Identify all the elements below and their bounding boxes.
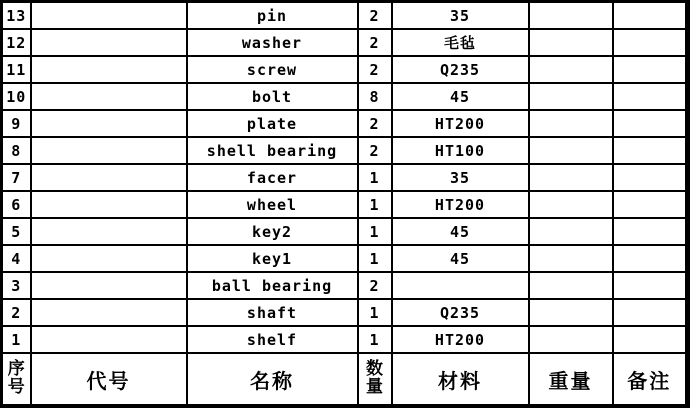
weight-cell (529, 164, 613, 191)
header-material: 材料 (392, 353, 529, 407)
material-cell: 45 (392, 218, 529, 245)
material-cell (392, 272, 529, 299)
name-cell: key2 (187, 218, 358, 245)
material-cell: Q235 (392, 56, 529, 83)
remarks-cell (613, 326, 688, 353)
material-cell: HT200 (392, 110, 529, 137)
table-row (2, 245, 688, 272)
code-cell (31, 299, 187, 326)
remarks-cell (613, 29, 688, 56)
qty-cell: 1 (358, 191, 392, 218)
material-cell: 35 (392, 2, 529, 30)
table-row (2, 218, 688, 245)
weight-cell (529, 137, 613, 164)
seq-cell: 8 (2, 137, 31, 164)
name-cell: washer (187, 29, 358, 56)
name-cell: shelf (187, 326, 358, 353)
material-cell: HT100 (392, 137, 529, 164)
code-cell (31, 110, 187, 137)
remarks-cell (613, 2, 688, 30)
table-row (2, 83, 688, 110)
code-cell (31, 218, 187, 245)
qty-cell: 2 (358, 56, 392, 83)
code-cell (31, 164, 187, 191)
table-header-row (2, 353, 688, 407)
seq-cell: 6 (2, 191, 31, 218)
remarks-cell (613, 218, 688, 245)
material-cell: Q235 (392, 299, 529, 326)
code-cell (31, 83, 187, 110)
weight-cell (529, 326, 613, 353)
material-cell: 45 (392, 245, 529, 272)
qty-cell: 2 (358, 272, 392, 299)
header-code: 代号 (31, 353, 187, 407)
qty-cell: 2 (358, 29, 392, 56)
weight-cell (529, 29, 613, 56)
table-row (2, 2, 688, 30)
seq-cell: 11 (2, 56, 31, 83)
header-name: 名称 (187, 353, 358, 407)
remarks-cell (613, 164, 688, 191)
qty-cell: 1 (358, 326, 392, 353)
qty-cell: 1 (358, 299, 392, 326)
qty-cell: 8 (358, 83, 392, 110)
name-cell: shell bearing (187, 137, 358, 164)
table-row (2, 29, 688, 56)
code-cell (31, 272, 187, 299)
weight-cell (529, 56, 613, 83)
table-row (2, 56, 688, 83)
name-cell: pin (187, 2, 358, 30)
remarks-cell (613, 299, 688, 326)
header-weight: 重量 (529, 353, 613, 407)
qty-cell: 2 (358, 2, 392, 30)
remarks-cell (613, 110, 688, 137)
code-cell (31, 326, 187, 353)
material-cell: HT200 (392, 326, 529, 353)
code-cell (31, 29, 187, 56)
weight-cell (529, 218, 613, 245)
table-row (2, 299, 688, 326)
name-cell: plate (187, 110, 358, 137)
name-cell: wheel (187, 191, 358, 218)
seq-cell: 2 (2, 299, 31, 326)
qty-cell: 2 (358, 137, 392, 164)
seq-cell: 9 (2, 110, 31, 137)
weight-cell (529, 110, 613, 137)
remarks-cell (613, 56, 688, 83)
seq-cell: 4 (2, 245, 31, 272)
weight-cell (529, 2, 613, 30)
qty-cell: 1 (358, 164, 392, 191)
qty-cell: 1 (358, 218, 392, 245)
table-row (2, 164, 688, 191)
material-cell: 35 (392, 164, 529, 191)
weight-cell (529, 272, 613, 299)
seq-cell: 10 (2, 83, 31, 110)
seq-cell: 12 (2, 29, 31, 56)
seq-cell: 3 (2, 272, 31, 299)
material-cell: 毛毡 (392, 29, 529, 56)
code-cell (31, 245, 187, 272)
code-cell (31, 137, 187, 164)
table-row (2, 137, 688, 164)
seq-cell: 13 (2, 2, 31, 30)
seq-cell: 7 (2, 164, 31, 191)
weight-cell (529, 83, 613, 110)
table-row (2, 191, 688, 218)
remarks-cell (613, 245, 688, 272)
weight-cell (529, 299, 613, 326)
table-row (2, 326, 688, 353)
name-cell: bolt (187, 83, 358, 110)
name-cell: facer (187, 164, 358, 191)
qty-cell: 2 (358, 110, 392, 137)
header-qty (358, 353, 392, 407)
name-cell: shaft (187, 299, 358, 326)
header-remarks: 备注 (613, 353, 688, 407)
name-cell: screw (187, 56, 358, 83)
code-cell (31, 2, 187, 30)
name-cell: ball bearing (187, 272, 358, 299)
material-cell: 45 (392, 83, 529, 110)
parts-rows (2, 2, 688, 354)
remarks-cell (613, 137, 688, 164)
table-row (2, 272, 688, 299)
material-cell: HT200 (392, 191, 529, 218)
weight-cell (529, 191, 613, 218)
code-cell (31, 191, 187, 218)
table-row (2, 110, 688, 137)
code-cell (31, 56, 187, 83)
header-seq-label: 序号 (7, 359, 25, 397)
name-cell: key1 (187, 245, 358, 272)
qty-cell: 1 (358, 245, 392, 272)
remarks-cell (613, 191, 688, 218)
remarks-cell (613, 272, 688, 299)
header-qty-label: 数量 (366, 359, 383, 397)
weight-cell (529, 245, 613, 272)
header-seq (2, 353, 31, 407)
seq-cell: 1 (2, 326, 31, 353)
remarks-cell (613, 83, 688, 110)
seq-cell: 5 (2, 218, 31, 245)
